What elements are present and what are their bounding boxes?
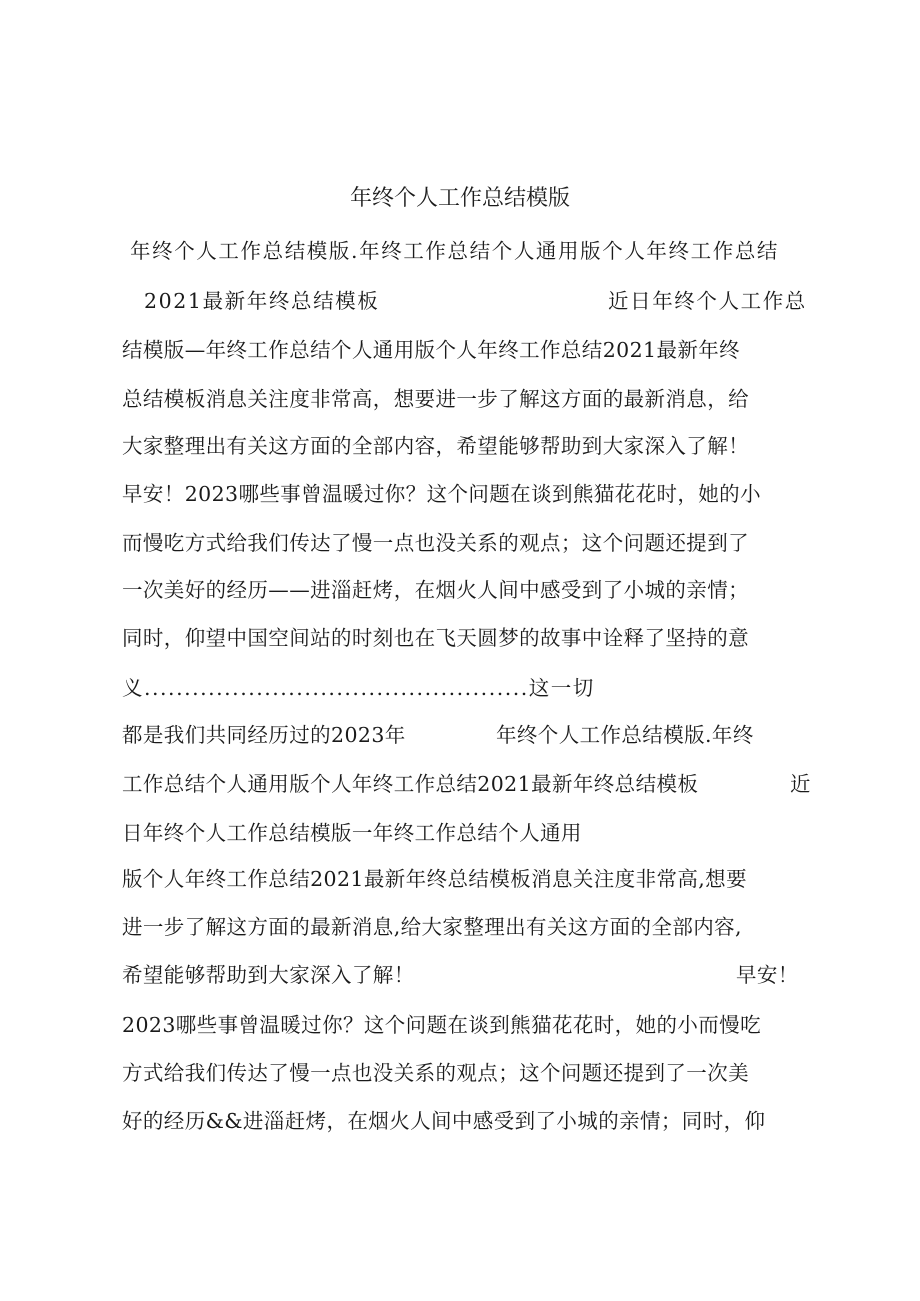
text-line-18: 方式给我们传达了慢一点也没关系的观点；这个问题还提到了一次美 — [122, 1061, 749, 1085]
text-line-2-right: 近日年终个人工作总 — [608, 289, 807, 313]
text-line-16-right: 早安！ — [736, 963, 799, 987]
text-line-14: 版个人年终工作总结2021最新年终总结模板消息关注度非常高,想要 — [122, 867, 747, 891]
text-line-2-left: 2021最新年终总结模板 — [144, 289, 380, 313]
text-line-2 — [0, 286, 920, 316]
text-line-16 — [0, 960, 920, 990]
text-line-1: 年终个人工作总结模版.年终工作总结个人通用版个人年终工作总结 — [130, 239, 780, 263]
text-line-19: 好的经历&&进淄赶烤，在烟火人间中感受到了小城的亲情；同时，仰 — [122, 1109, 766, 1133]
text-line-13: 日年终个人工作总结模版一年终工作总结个人通用 — [122, 821, 582, 845]
text-line-6: 早安！2023哪些事曾温暖过你？这个问题在谈到熊猫花花时，她的小 — [122, 482, 761, 506]
text-line-4: 总结模板消息关注度非常高，想要进一步了解这方面的最新消息，给 — [122, 387, 749, 411]
text-line-12-left: 工作总结个人通用版个人年终工作总结2021最新年终总结模板 — [122, 772, 699, 796]
text-line-11-right: 年终个人工作总结模版.年终 — [496, 723, 754, 747]
text-line-3: 结模版—年终工作总结个人通用版个人年终工作总结2021最新年终 — [122, 338, 741, 362]
text-line-17: 2023哪些事曾温暖过你？这个问题在谈到熊猫花花时，她的小而慢吃 — [122, 1013, 761, 1037]
text-line-10: 义................................................这一切 — [122, 676, 595, 700]
text-line-11-left: 都是我们共同经历过的2023年 — [122, 723, 406, 747]
text-line-15: 进一步了解这方面的最新消息,给大家整理出有关这方面的全部内容, — [122, 915, 742, 939]
document-title: 年终个人工作总结模版 — [349, 186, 570, 211]
text-line-5: 大家整理出有关这方面的全部内容，希望能够帮助到大家深入了解！ — [122, 434, 749, 458]
text-line-9: 同时，仰望中国空间站的时刻也在飞天圆梦的故事中诠释了坚持的意 — [122, 626, 749, 650]
text-line-8: 一次美好的经历——进淄赶烤，在烟火人间中感受到了小城的亲情； — [122, 578, 749, 602]
text-line-7: 而慢吃方式给我们传达了慢一点也没关系的观点；这个问题还提到了 — [122, 531, 749, 555]
text-line-12-right: 近 — [790, 772, 811, 796]
text-line-12 — [0, 769, 920, 799]
text-line-11 — [0, 720, 920, 750]
text-line-16-left: 希望能够帮助到大家深入了解！ — [122, 963, 415, 987]
